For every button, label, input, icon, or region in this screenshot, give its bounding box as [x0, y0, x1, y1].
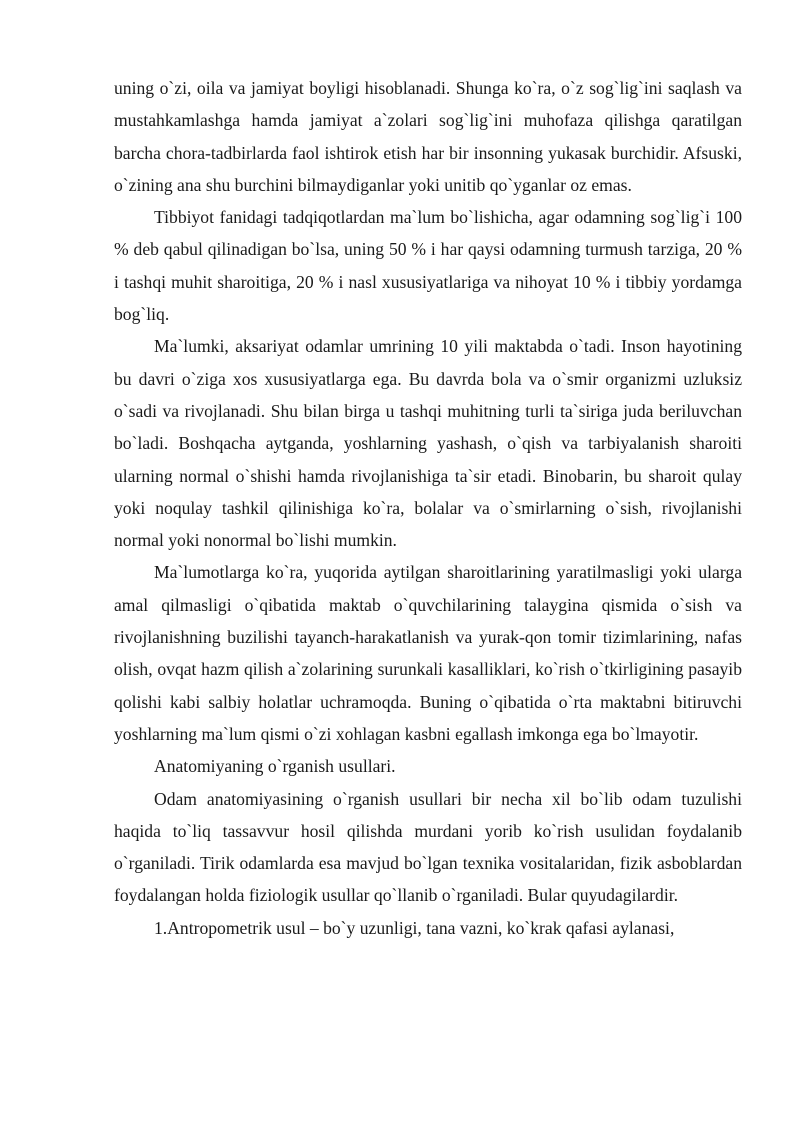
paragraph-anatomy-methods: Odam anatomiyasining o`rganish usullari bir necha xil bo`lib odam tuzulishi haqida to`liq tassavvur hosil qilishda murdani yorib ko`rish usulidan foydalanib o`rganiladi. Tirik odamlarda esa mavjud bo`lgan texnika vositalaridan, fizik asboblardan foydalangan holda fiziologik usullar qo`llanib o`rganiladi. Bular quyudagilardir.	[114, 788, 742, 906]
paragraph-health-research: Tibbiyot fanidagi tadqiqotlardan ma`lum bo`lishicha, agar odamning sog`lig`i 100 % deb qabul qilinadigan bo`lsa, uning 50 % i har qaysi odamning turmush tarziga, 20 % i tashqi muhit sharoitiga, 20 % i nasl xususiyatlariga va nihoyat 10 % i tibbiy yordamga bog`liq.	[114, 207, 742, 325]
document-page	[114, 72, 742, 944]
section-heading-anatomy-methods: Anatomiyaning o`rganish usullari.	[154, 756, 396, 777]
paragraph-conditions-impact: Ma`lumotlarga ko`ra, yuqorida aytilgan sharoitlarining yaratilmasligi yoki ularga amal qilmasligi o`qibatida maktab o`quvchilarining talaygina qismida o`sish va rivojlanishning buzilishi tayanch-harakatlanish va yurak-qon tomir tizimlarining, nafas olish, ovqat hazm qilish a`zolarining surunkali kasalliklari, ko`rish o`tkirligining pasayib qolishi kabi salbiy holatlar uchramoqda. Buning o`qibatida o`rta maktabni bitiruvchi yoshlarning ma`lum qismi o`zi xohlagan kasbni egallash imkonga ega bo`lmayotir.	[114, 562, 742, 744]
paragraph-school-years: Ma`lumki, aksariyat odamlar umrining 10 yili maktabda o`tadi. Inson hayotining bu davri o`ziga xos xususiyatlarga ega. Bu davrda bola va o`smir organizmi uzluksiz o`sadi va rivojlanadi. Shu bilan birga u tashqi muhitning turli ta`siriga juda beriluvchan bo`ladi. Boshqacha aytganda, yoshlarning yashash, o`qish va tarbiyalanish sharoiti ularning normal o`shishi hamda rivojlanishiga ta`sir etadi. Binobarin, bu sharoit qulay yoki noqulay tashkil qilinishiga ko`ra, bolalar va o`smirlarning o`sish, rivojlanishi normal yoki nonormal bo`lishi mumkin.	[114, 336, 742, 551]
paragraph-continuation: uning o`zi, oila va jamiyat boyligi hisoblanadi. Shunga ko`ra, o`z sog`lig`ini saqlash va mustahkamlashga hamda jamiyat a`zolari sog`lig`ini muhofaza qilishga qaratilgan barcha chora-tadbirlarda faol ishtirok etish har bir insonning yukasak burchidir. Afsuski, o`zining ana shu burchini bilmaydiganlar yoki unitib qo`yganlar oz emas.	[114, 78, 742, 195]
list-item-anthropometric: 1.Antropometrik usul – bo`y uzunligi, tana vazni, ko`krak qafasi aylanasi,	[154, 917, 675, 938]
